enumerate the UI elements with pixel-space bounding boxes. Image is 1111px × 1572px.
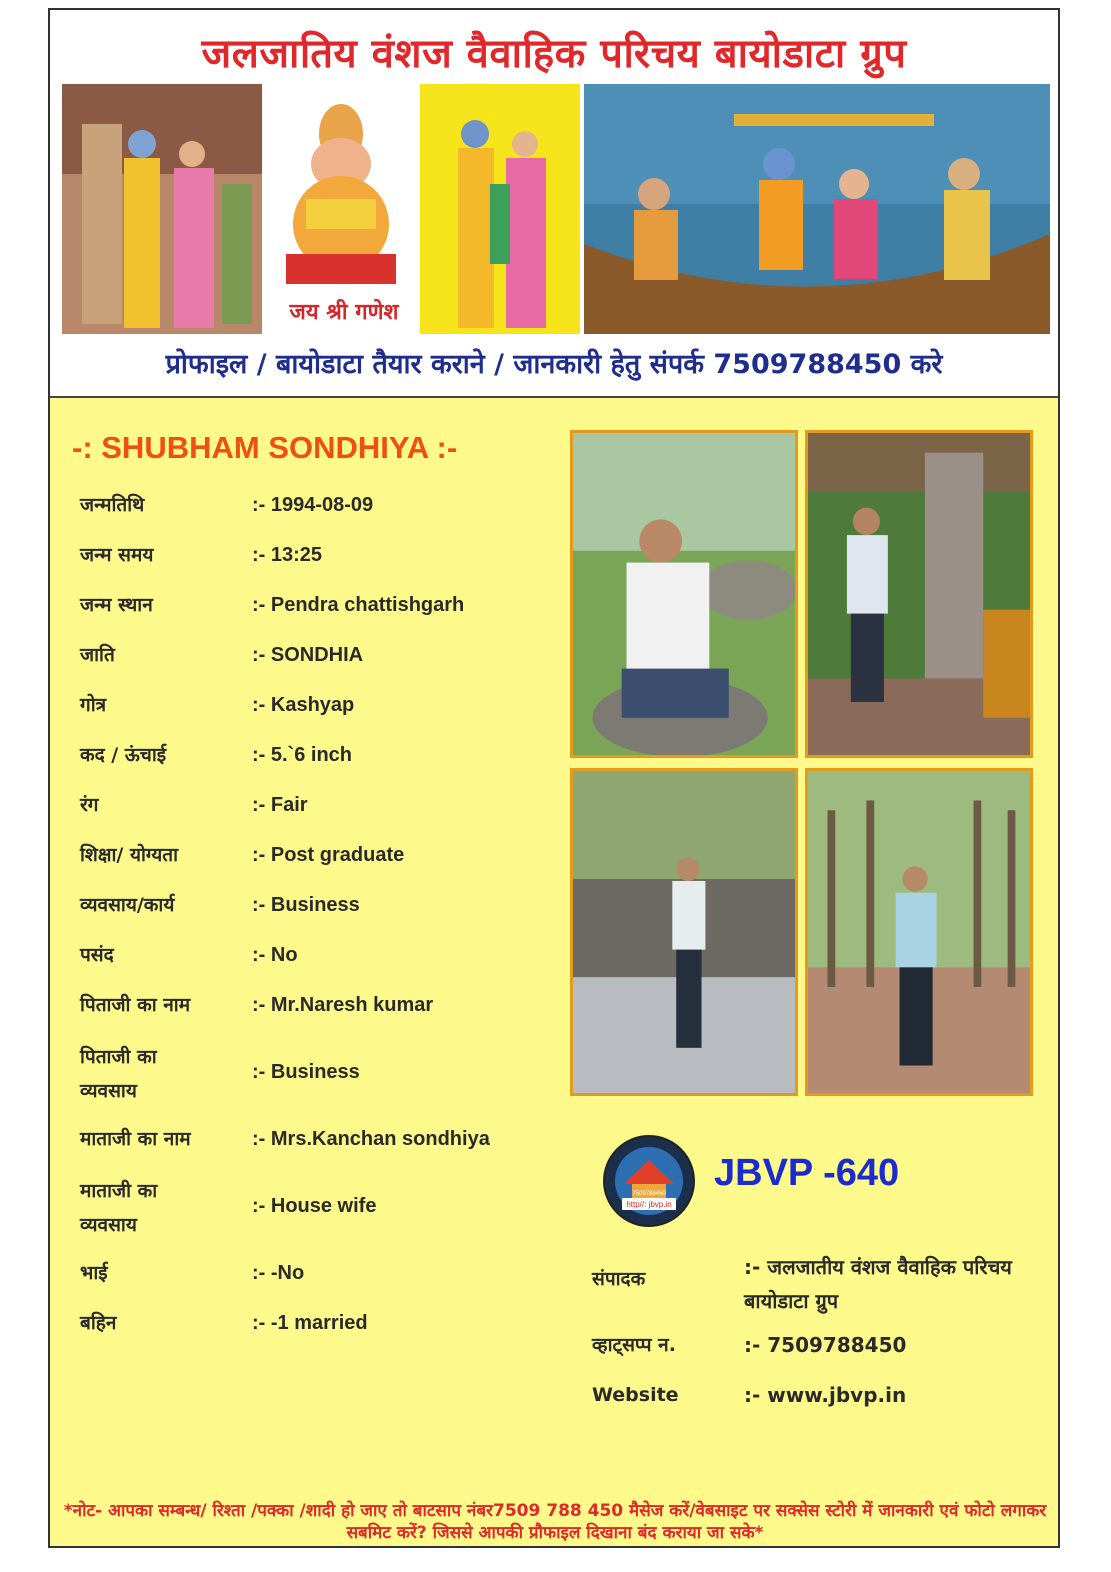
detail-value: :- No bbox=[252, 944, 298, 966]
logo-url-text: http//: jbvp.in bbox=[626, 1200, 672, 1209]
candidate-name: -: SHUBHAM SONDHIYA :- bbox=[72, 430, 458, 465]
photo-standing-by-pillar bbox=[805, 430, 1033, 758]
detail-label: शिक्षा/ योग्यता bbox=[80, 844, 178, 866]
detail-value: :- Business bbox=[252, 894, 360, 916]
detail-value: :- House wife bbox=[252, 1195, 377, 1217]
detail-label: जन्मतिथि bbox=[80, 494, 145, 516]
photo-standing-on-rocks bbox=[570, 768, 798, 1096]
detail-label: माताजी का व्यवसाय bbox=[80, 1180, 158, 1236]
detail-value: :- Post graduate bbox=[252, 844, 405, 866]
detail-value: :- -1 married bbox=[252, 1312, 368, 1334]
biodata-card bbox=[48, 8, 1060, 1548]
footer-note: *नोट- आपका सम्बन्ध/ रिश्ता /पक्का /शादी हो जाए तो बाटसाप नंबर7509 788 450 मैसेज करें/वेबसाइट पर सक्सेस स्टोरी में जानकारी एवं फोटो लगाकर सबमिट करें? जिससे आपकी प्रौफाइल दिखाना बंद कराया जा सके* bbox=[63, 1501, 1047, 1543]
editor-value: :- जलजातीय वंशज वैवाहिक परिचय बायोडाटा ग्रुप bbox=[744, 1255, 1012, 1313]
whatsapp-label: व्हाट्सप्प न. bbox=[592, 1334, 676, 1356]
detail-value: :- SONDHIA bbox=[252, 644, 364, 666]
detail-label: भाई bbox=[80, 1262, 108, 1284]
jbvp-logo bbox=[602, 1134, 696, 1228]
whatsapp-value: :- 7509788450 bbox=[744, 1333, 907, 1357]
detail-value: :- 13:25 bbox=[252, 544, 323, 566]
group-title: जलजातिय वंशज वैवाहिक परिचय बायोडाटा ग्रुप bbox=[201, 31, 907, 77]
detail-value: :- Mr.Naresh kumar bbox=[252, 994, 434, 1016]
detail-label: माताजी का नाम bbox=[80, 1128, 191, 1150]
website-value[interactable]: :- www.jbvp.in bbox=[744, 1383, 907, 1407]
detail-value: :- Fair bbox=[252, 794, 308, 816]
profile-code: JBVP -640 bbox=[714, 1152, 900, 1194]
detail-label: पिताजी का व्यवसाय bbox=[80, 1046, 157, 1102]
contact-line: प्रोफाइल / बायोडाटा तैयार कराने / जानकारी हेतु संपर्क 7509788450 करे bbox=[165, 349, 943, 380]
detail-value: :- Pendra chattishgarh bbox=[252, 594, 465, 616]
detail-label: रंग bbox=[80, 794, 99, 816]
ganesh-caption: जय श्री गणेश bbox=[264, 294, 424, 328]
detail-value: :- 5.`6 inch bbox=[252, 744, 353, 766]
detail-value: :- -No bbox=[252, 1262, 305, 1284]
detail-value: :- Business bbox=[252, 1061, 360, 1083]
detail-label: जन्म स्थान bbox=[80, 594, 153, 616]
ram-sita-yellow-image bbox=[420, 84, 580, 334]
detail-label: व्यवसाय/कार्य bbox=[80, 894, 175, 916]
photo-sitting-on-rock bbox=[570, 430, 798, 758]
boat-scene-image bbox=[584, 84, 1050, 334]
ram-sita-image bbox=[62, 84, 262, 334]
editor-label: संपादक bbox=[592, 1268, 646, 1290]
header-banner bbox=[50, 10, 1058, 398]
detail-value: :- Mrs.Kanchan sondhiya bbox=[252, 1128, 490, 1150]
logo-number-text: 7509788450 bbox=[632, 1191, 666, 1197]
photo-standing-in-forest bbox=[805, 768, 1033, 1096]
website-label: Website bbox=[592, 1384, 679, 1406]
detail-value: :- 1994-08-09 bbox=[252, 494, 374, 516]
detail-label: बहिन bbox=[80, 1312, 117, 1334]
detail-value: :- Kashyap bbox=[252, 694, 355, 716]
detail-label: पसंद bbox=[80, 944, 114, 966]
detail-label: गोत्र bbox=[80, 694, 107, 716]
detail-label: कद / ऊंचाई bbox=[80, 744, 167, 766]
detail-label: जाति bbox=[80, 644, 115, 666]
detail-label: पिताजी का नाम bbox=[80, 994, 191, 1016]
detail-label: जन्म समय bbox=[80, 544, 154, 566]
